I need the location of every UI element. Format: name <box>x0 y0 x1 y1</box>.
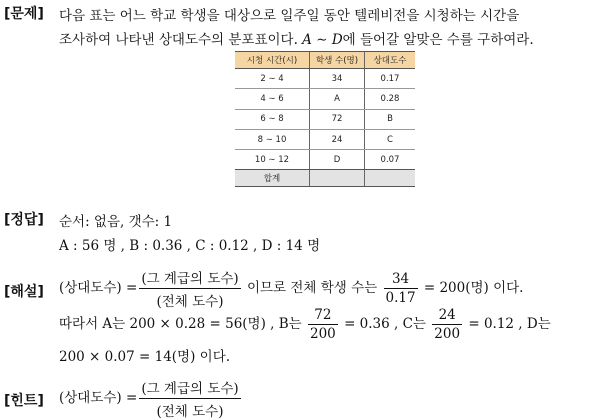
table-total-row <box>235 170 415 187</box>
explanation-text-2: = 200(명) 이다. <box>419 280 524 296</box>
cell-relative: B <box>365 109 416 129</box>
total-label: 합계 <box>235 170 310 187</box>
header-relative-frequency: 상대도수 <box>365 52 416 69</box>
hint-tag: [힌트] <box>4 393 44 409</box>
header-watch-time: 시청 시간(시) <box>235 52 310 69</box>
total-students-cell <box>310 170 365 187</box>
fraction-numerator: 72 <box>314 307 332 323</box>
problem-tag: [문제] <box>4 6 44 22</box>
relative-frequency-lhs: (상대도수) = <box>59 280 138 296</box>
answer-tag: [정답] <box>4 212 44 228</box>
total-fraction <box>384 271 418 306</box>
total-relative-cell <box>365 170 416 187</box>
explanation-line-2 <box>59 307 551 342</box>
cell-students: D <box>310 150 365 170</box>
cell-range: 6 ∼ 8 <box>235 109 310 129</box>
explanation-text-a: 따라서 A는 200 × 0.28 = 56(명) , B는 <box>59 316 306 332</box>
fraction-c <box>432 307 462 342</box>
cell-students: 24 <box>310 129 365 149</box>
cell-range: 2 ∼ 4 <box>235 69 310 89</box>
cell-relative: 0.17 <box>365 69 416 89</box>
fraction-numerator: (그 계급의 도수) <box>141 381 239 397</box>
relative-frequency-table <box>235 51 415 187</box>
fraction-denominator: 0.17 <box>385 290 416 306</box>
hint-line <box>59 377 243 420</box>
answer-line-2: A : 56 명 , B : 0.36 , C : 0.12 , D : 14 명 <box>59 238 321 254</box>
problem-line-2-text: 조사하여 나타낸 상대도수의 분포표이다. <box>59 32 303 48</box>
fraction-denominator: 200 <box>310 326 336 342</box>
table-row <box>235 109 415 129</box>
cell-relative: 0.07 <box>365 150 416 170</box>
explanation-tag: [해설] <box>4 284 44 300</box>
table-header-row <box>235 52 415 69</box>
header-student-count: 학생 수(명) <box>310 52 365 69</box>
cell-relative: C <box>365 129 416 149</box>
fraction-denominator: (전체 도수) <box>139 398 240 420</box>
answer-line-1: 순서: 없음, 갯수: 1 <box>59 214 173 230</box>
problem-line-2-end: 에 들어갈 알맞은 수를 구하여라. <box>342 32 534 48</box>
explanation-line-1 <box>59 267 523 310</box>
explanation-line-3: 200 × 0.07 = 14(명) 이다. <box>59 349 231 365</box>
hint-fraction <box>139 377 240 420</box>
explanation-text-1: 이므로 전체 학생 수는 <box>242 280 382 296</box>
table-row <box>235 89 415 109</box>
explanation-text-c: = 0.12 , D는 <box>464 316 551 332</box>
fraction-b <box>308 307 338 342</box>
fraction-numerator: 24 <box>438 307 456 323</box>
problem-line-2 <box>59 28 534 48</box>
fraction-denominator: 200 <box>434 326 461 342</box>
cell-students: A <box>310 89 365 109</box>
cell-students: 34 <box>310 69 365 89</box>
explanation-text-b: = 0.36 , C는 <box>339 316 431 332</box>
fraction-numerator: 34 <box>391 271 410 287</box>
fraction-numerator: (그 계급의 도수) <box>141 271 239 287</box>
cell-relative: 0.28 <box>365 89 416 109</box>
problem-line-1: 다음 표는 어느 학교 학생을 대상으로 일주일 동안 텔레비전을 시청하는 시간을 <box>59 8 520 24</box>
variable-d: D <box>331 32 343 48</box>
hint-lhs: (상대도수) = <box>59 390 138 406</box>
table-row <box>235 150 415 170</box>
cell-students: 72 <box>310 109 365 129</box>
fraction-denominator: (전체 도수) <box>139 288 240 310</box>
tilde-symbol: ∼ <box>311 32 332 48</box>
formula-fraction <box>139 267 240 310</box>
cell-range: 8 ∼ 10 <box>235 129 310 149</box>
table-row <box>235 69 415 89</box>
variable-a: A <box>302 32 312 48</box>
cell-range: 10 ∼ 12 <box>235 150 310 170</box>
cell-range: 4 ∼ 6 <box>235 89 310 109</box>
table-row <box>235 129 415 149</box>
